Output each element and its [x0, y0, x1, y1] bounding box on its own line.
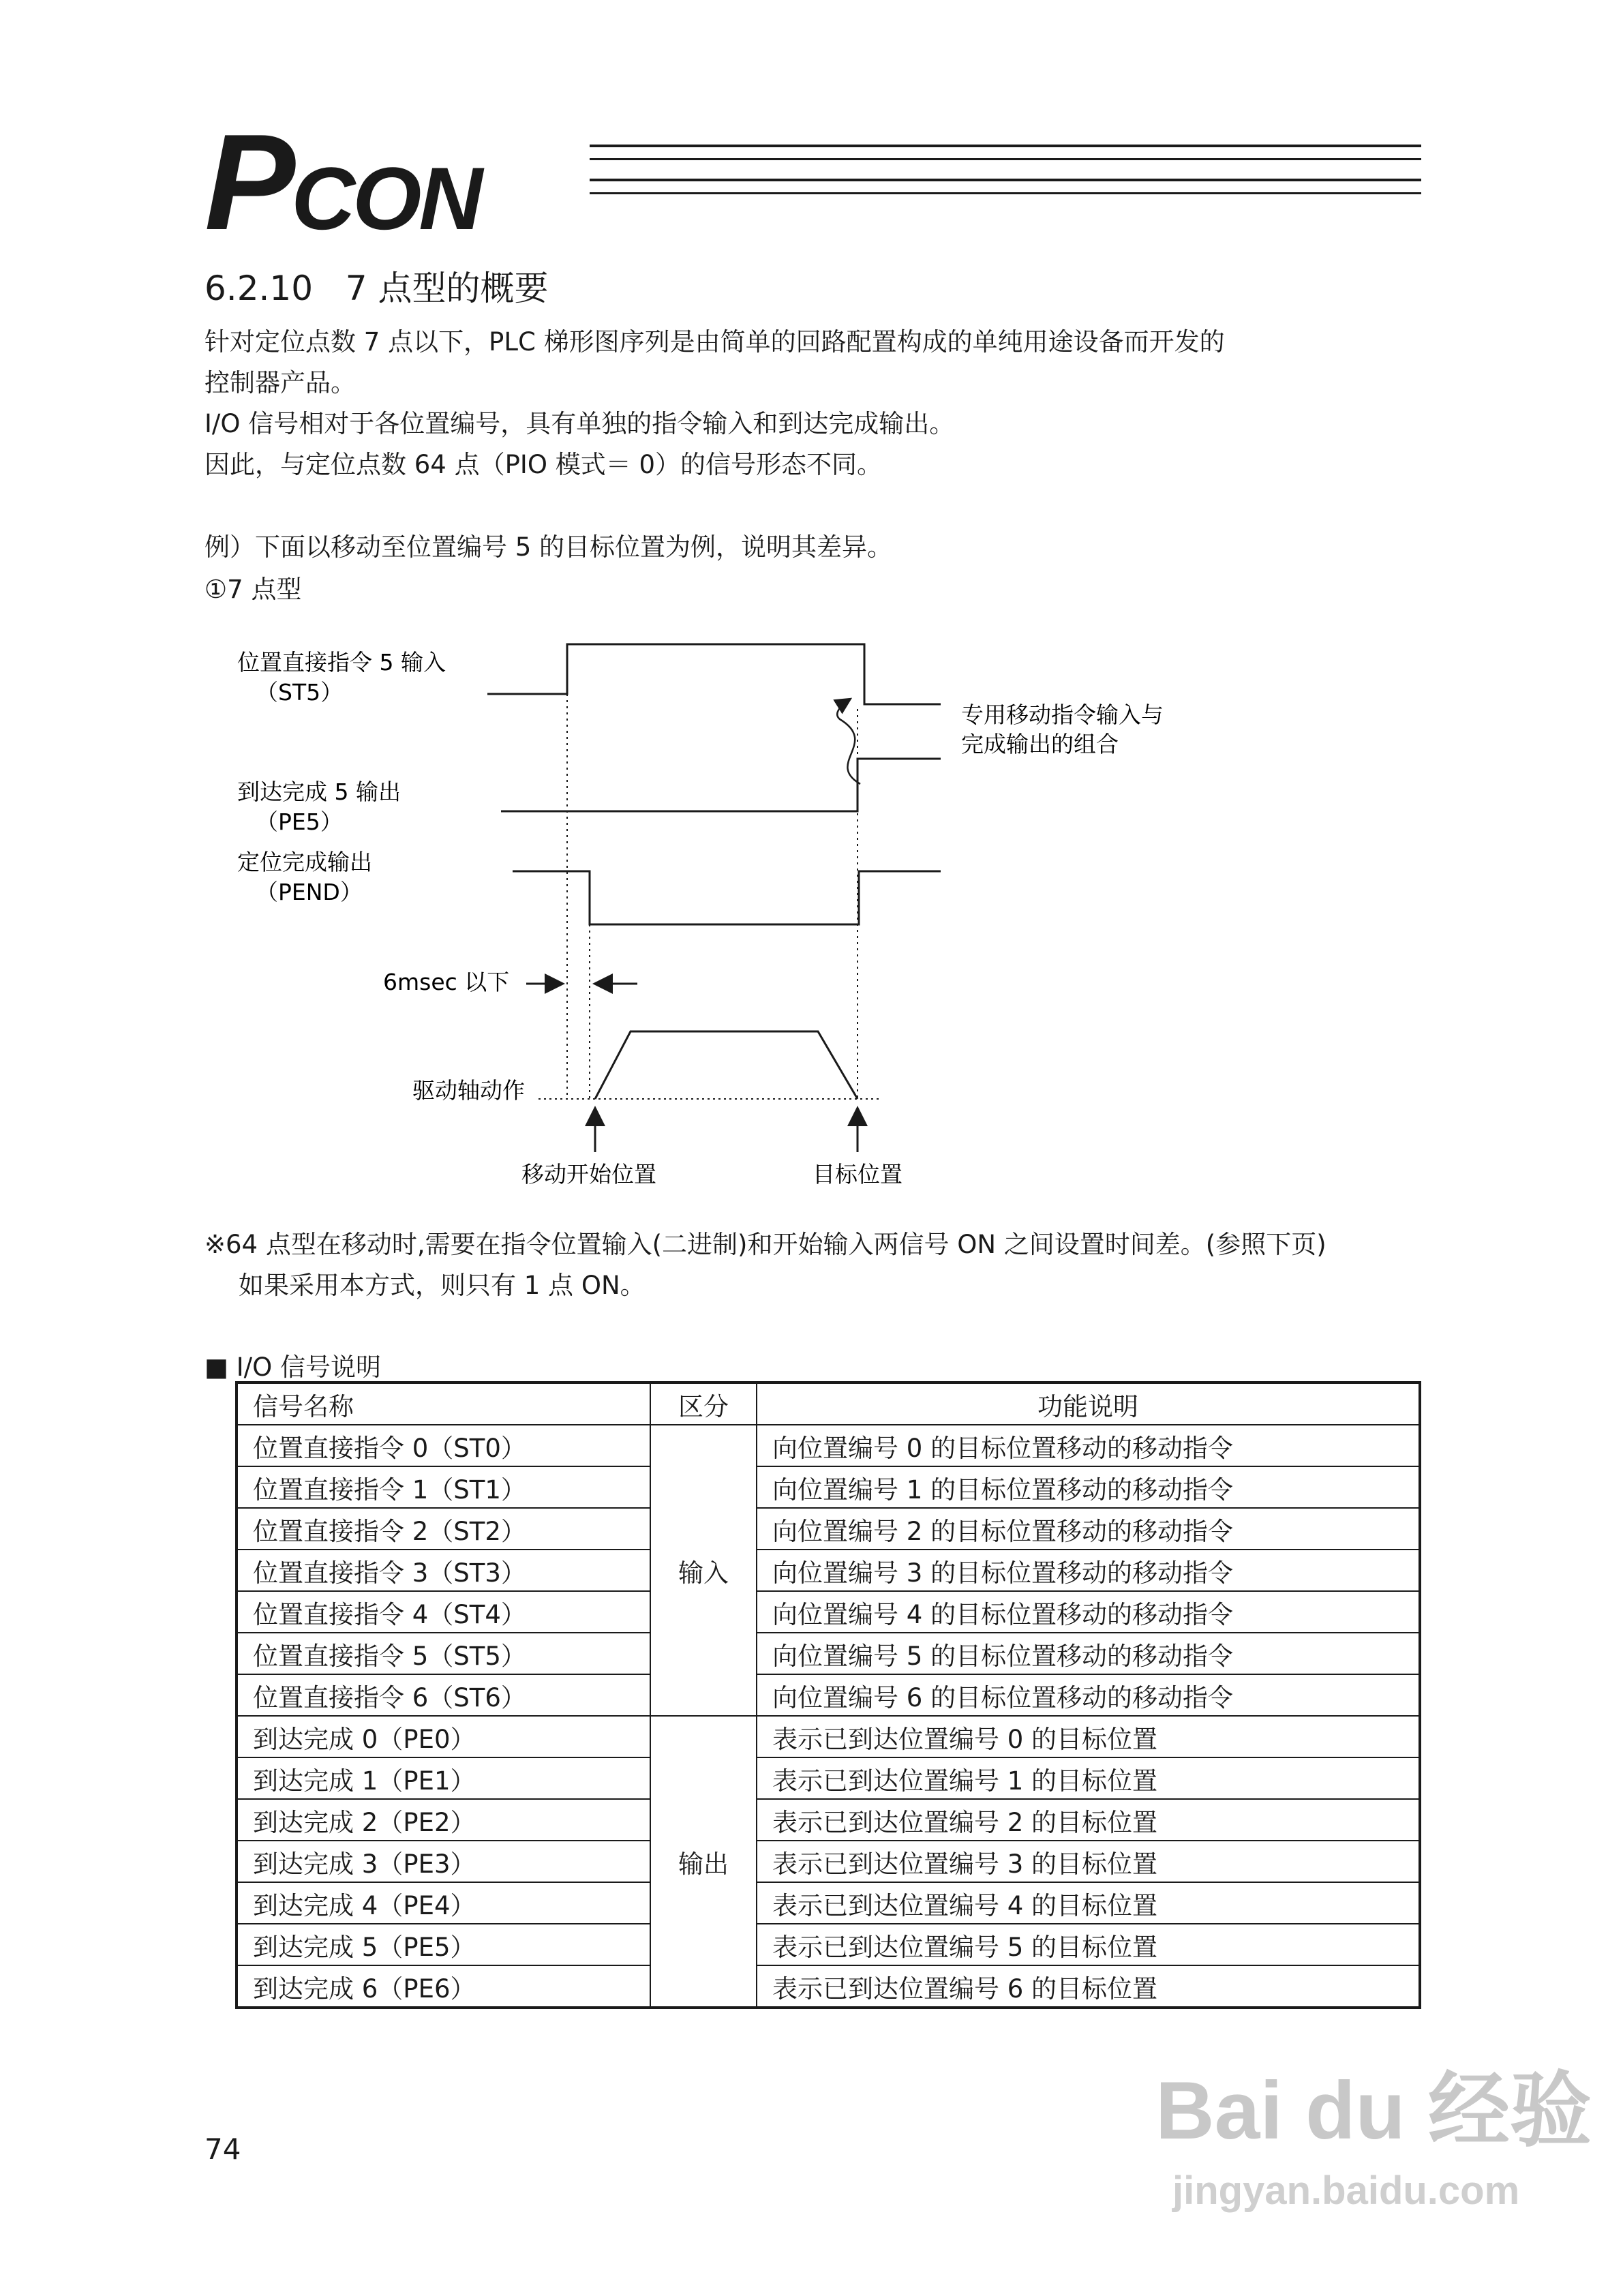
table-row — [237, 1924, 1420, 1965]
table-row — [237, 1882, 1420, 1924]
signal-name: 位置直接指令 4（ST4） — [237, 1591, 650, 1633]
signal-function: 向位置编号 6 的目标位置移动的移动指令 — [757, 1674, 1420, 1716]
signal-function: 表示已到达位置编号 5 的目标位置 — [757, 1924, 1420, 1965]
pend-waveform — [513, 871, 941, 924]
signal-name: 到达完成 6（PE6） — [237, 1965, 650, 2008]
table-row — [237, 1716, 1420, 1757]
pe5-waveform — [501, 759, 941, 811]
example-intro: 例）下面以移动至位置编号 5 的目标位置为例，说明其差异。 — [204, 532, 893, 562]
signal-function: 表示已到达位置编号 3 的目标位置 — [757, 1841, 1420, 1882]
example-item: ①7 点型 — [204, 575, 302, 604]
paragraph-3: I/O 信号相对于各位置编号，具有单独的指令输入和到达完成输出。 — [204, 409, 955, 438]
pend-sub: （PEND） — [256, 879, 363, 905]
logo-con: CON — [291, 149, 481, 248]
signal-name: 位置直接指令 0（ST0） — [237, 1425, 650, 1466]
signal-function: 向位置编号 0 的目标位置移动的移动指令 — [757, 1425, 1420, 1466]
table-row — [237, 1841, 1420, 1882]
table-title: ■ I/O 信号说明 — [204, 1353, 381, 1382]
signal-function: 表示已到达位置编号 6 的目标位置 — [757, 1965, 1420, 2008]
baidu-watermark: Bai du 经验 — [1155, 2065, 1592, 2156]
st5-waveform — [487, 644, 941, 704]
section-heading: 7 点型的概要 — [345, 269, 549, 308]
signal-function: 向位置编号 5 的目标位置移动的移动指令 — [757, 1633, 1420, 1674]
signal-function: 向位置编号 1 的目标位置移动的移动指令 — [757, 1466, 1420, 1508]
note-1: ※64 点型在移动时,需要在指令位置输入(二进制)和开始输入两信号 ON 之间设置时间差。(参照下页) — [204, 1230, 1326, 1259]
header-category: 区分 — [650, 1383, 757, 1425]
callout-line-1: 专用移动指令输入与 — [961, 701, 1164, 728]
pend-label: 定位完成输出 — [237, 849, 372, 875]
signal-name: 位置直接指令 5（ST5） — [237, 1633, 650, 1674]
watermark-url: jingyan.baidu.com — [1172, 2169, 1520, 2213]
table-row — [237, 1550, 1420, 1591]
signal-function: 表示已到达位置编号 4 的目标位置 — [757, 1882, 1420, 1924]
signal-function: 表示已到达位置编号 2 的目标位置 — [757, 1799, 1420, 1841]
signal-name: 位置直接指令 3（ST3） — [237, 1550, 650, 1591]
signal-name: 位置直接指令 6（ST6） — [237, 1674, 650, 1716]
target-position-label: 目标位置 — [813, 1161, 902, 1188]
signal-function: 向位置编号 4 的目标位置移动的移动指令 — [757, 1591, 1420, 1633]
paragraph-1: 针对定位点数 7 点以下，PLC 梯形图序列是由简单的回路配置构成的单纯用途设备而开发的 — [204, 327, 1225, 357]
table-row — [237, 1633, 1420, 1674]
header-function: 功能说明 — [757, 1383, 1420, 1425]
page-number: 74 — [204, 2132, 241, 2166]
signal-name: 位置直接指令 2（ST2） — [237, 1508, 650, 1550]
st5-sub: （ST5） — [256, 679, 344, 706]
table-header-row — [237, 1383, 1420, 1425]
table-row — [237, 1674, 1420, 1716]
signal-name: 到达完成 4（PE4） — [237, 1882, 650, 1924]
signal-name: 到达完成 3（PE3） — [237, 1841, 650, 1882]
signal-function: 向位置编号 3 的目标位置移动的移动指令 — [757, 1550, 1420, 1591]
delay-label: 6msec 以下 — [383, 969, 510, 995]
paragraph-2: 控制器产品。 — [204, 368, 356, 397]
io-signal-table — [235, 1381, 1421, 2009]
table-row — [237, 1508, 1420, 1550]
table-row — [237, 1799, 1420, 1841]
start-position-label: 移动开始位置 — [521, 1161, 656, 1188]
signal-name: 到达完成 5（PE5） — [237, 1924, 650, 1965]
signal-function: 表示已到达位置编号 1 的目标位置 — [757, 1757, 1420, 1799]
logo-p: P — [204, 106, 292, 258]
header-signal-name: 信号名称 — [237, 1383, 650, 1425]
signal-name: 到达完成 2（PE2） — [237, 1799, 650, 1841]
table-row — [237, 1591, 1420, 1633]
table-row — [237, 1425, 1420, 1466]
axis-motion-profile — [595, 1031, 858, 1099]
callout-line-2: 完成输出的组合 — [961, 731, 1119, 757]
table-row — [237, 1466, 1420, 1508]
paragraph-4: 因此，与定位点数 64 点（PIO 模式＝ 0）的信号形态不同。 — [204, 450, 883, 479]
table-row — [237, 1965, 1420, 2008]
input-group-cell: 输入 — [650, 1425, 757, 1716]
table-row — [237, 1757, 1420, 1799]
signal-function: 表示已到达位置编号 0 的目标位置 — [757, 1716, 1420, 1757]
signal-name: 到达完成 1（PE1） — [237, 1757, 650, 1799]
signal-name: 到达完成 0（PE0） — [237, 1716, 650, 1757]
pe5-label: 到达完成 5 输出 — [237, 779, 401, 805]
signal-name: 位置直接指令 1（ST1） — [237, 1466, 650, 1508]
output-group-cell: 输出 — [650, 1716, 757, 2008]
axis-label: 驱动轴动作 — [412, 1077, 525, 1104]
st5-label: 位置直接指令 5 输入 — [237, 649, 446, 676]
signal-function: 向位置编号 2 的目标位置移动的移动指令 — [757, 1508, 1420, 1550]
pe5-sub: （PE5） — [256, 809, 343, 835]
note-2: 如果采用本方式，则只有 1 点 ON。 — [239, 1271, 646, 1300]
section-number: 6.2.10 — [204, 269, 314, 308]
